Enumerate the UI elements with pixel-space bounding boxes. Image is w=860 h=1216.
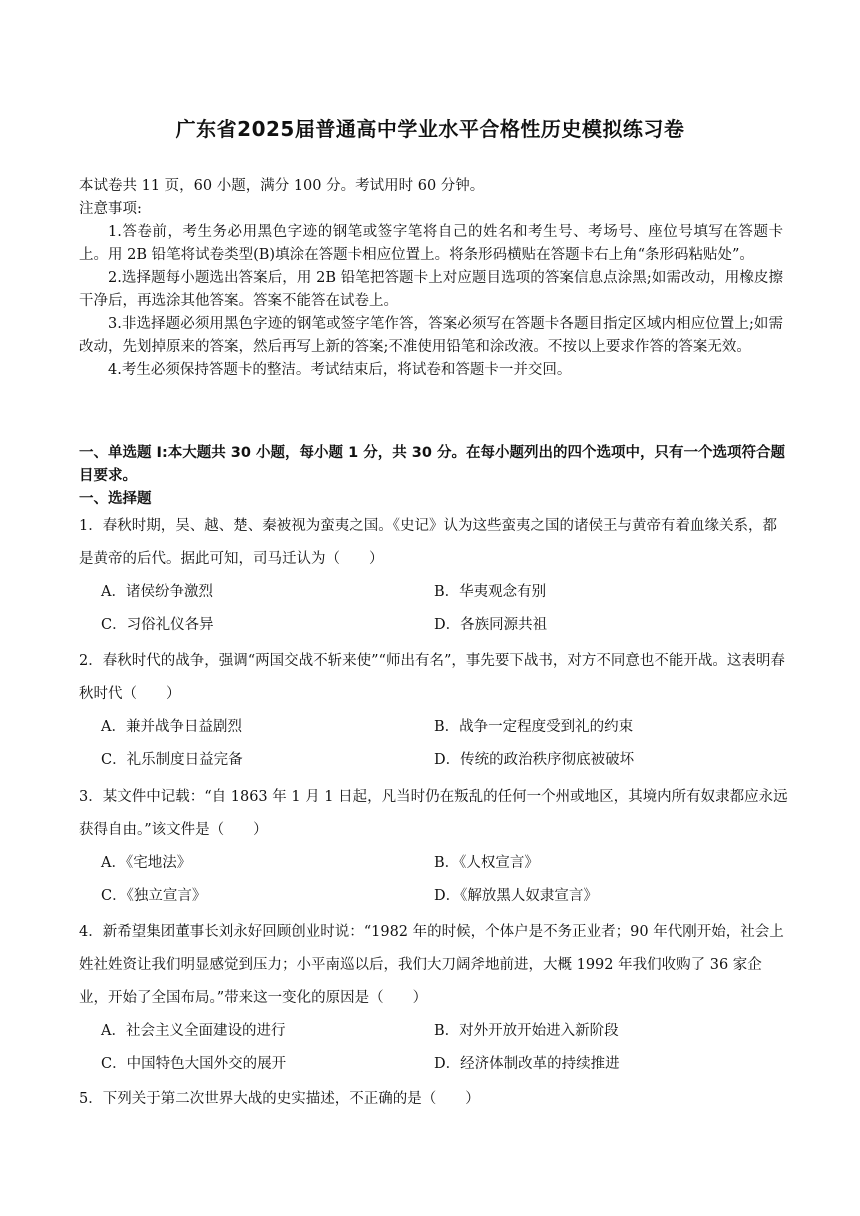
question-stem: 4．新希望集团董事长刘永好回顾创业时说：“1982 年的时候，个体户是不务正业者；90 年代刚开始，社会上姓社姓资让我们明显感觉到压力；小平南巡以后，我们大刀阔斧地前进，大概 1992 年我们收购了 36 家企业，开始了全国布局。”带来这一变化的原因是（ ） [79, 924, 784, 1006]
page-title: 广东省2025届普通高中学业水平合格性历史模拟练习卷 [175, 117, 685, 141]
option-row [79, 880, 789, 913]
section-heading: 一、单选题 I:本大题共 30 小题，每小题 1 分，共 30 分。在每小题列出的四个选项中，只有一个选项符合题目要求。 [79, 445, 785, 484]
option-a: A．诸侯纷争激烈 [101, 584, 213, 600]
option-d: D．传统的政治秩序彻底被破坏 [434, 752, 635, 768]
question-stem: 3．某文件中记载：“自 1863 年 1 月 1 日起，凡当时仍在叛乱的任何一个州或地区，其境内所有奴隶都应永远获得自由。”该文件是（ ） [79, 789, 788, 838]
option-d: D．《解放黑人奴隶宣言》 [434, 888, 598, 904]
question-4 [79, 916, 789, 1081]
option-c: C．《独立宣言》 [101, 888, 207, 904]
question-stem: 1．春秋时期，吴、越、楚、秦被视为蛮夷之国。《史记》认为这些蛮夷之国的诸侯王与黄帝有着血缘关系，都是黄帝的后代。据此可知，司马迁认为（ ） [79, 518, 777, 567]
option-c: C．礼乐制度日益完备 [101, 752, 243, 768]
option-b: B．《人权宣言》 [434, 855, 539, 871]
option-a: A．《宅地法》 [101, 855, 192, 871]
option-b: B．华夷观念有别 [434, 584, 547, 600]
option-row [79, 576, 789, 609]
option-row [79, 1015, 789, 1048]
option-row [79, 847, 789, 880]
option-c: C．习俗礼仪各异 [101, 617, 214, 633]
option-row [79, 609, 789, 642]
notice-item: 4.考生必须保持答题卡的整洁。考试结束后，将试卷和答题卡一并交回。 [108, 362, 572, 378]
notice-label: 注意事项: [79, 201, 142, 217]
option-a: A．社会主义全面建设的进行 [101, 1023, 286, 1039]
question-5 [79, 1083, 789, 1116]
exam-summary: 本试卷共 11 页，60 小题，满分 100 分。考试用时 60 分钟。 [79, 178, 485, 194]
option-b: B．对外开放开始进入新阶段 [434, 1023, 619, 1039]
option-row [79, 744, 789, 777]
option-d: D．经济体制改革的持续推进 [434, 1056, 620, 1072]
option-row [79, 711, 789, 744]
question-stem: 2．春秋时代的战争，强调“两国交战不斩来使”“师出有名”，事先要下战书，对方不同意也不能开战。这表明春秋时代（ ） [79, 653, 785, 702]
question-3 [79, 781, 789, 913]
section-subheading: 一、选择题 [79, 491, 152, 507]
option-a: A．兼并战争日益剧烈 [101, 719, 242, 735]
option-row [79, 1048, 789, 1081]
exam-instructions [79, 175, 783, 382]
notice-item: 2.选择题每小题选出答案后，用 2B 铅笔把答题卡上对应题目选项的答案信息点涂黑;如需改动，用橡皮擦干净后，再选涂其他答案。答案不能答在试卷上。 [79, 270, 783, 309]
option-d: D．各族同源共祖 [434, 617, 548, 633]
option-b: B．战争一定程度受到礼的约束 [434, 719, 634, 735]
notice-item: 3.非选择题必须用黑色字迹的钢笔或签字笔作答，答案必须写在答题卡各题目指定区域内相应位置上;如需改动，先划掉原来的答案，然后再写上新的答案;不准使用铅笔和涂改液。不按以上要求作答的答案无效。 [79, 316, 783, 355]
question-2 [79, 645, 789, 777]
question-1 [79, 510, 789, 642]
notice-item: 1.答卷前，考生务必用黑色字迹的钢笔或签字笔将自己的姓名和考生号、考场号、座位号填写在答题卡上。用 2B 铅笔将试卷类型(B)填涂在答题卡相应位置上。将条形码横贴在答题卡右上角“条形码粘贴处”。 [79, 224, 783, 263]
question-stem: 5．下列关于第二次世界大战的史实描述，不正确的是（ ） [79, 1091, 480, 1107]
option-c: C．中国特色大国外交的展开 [101, 1056, 287, 1072]
